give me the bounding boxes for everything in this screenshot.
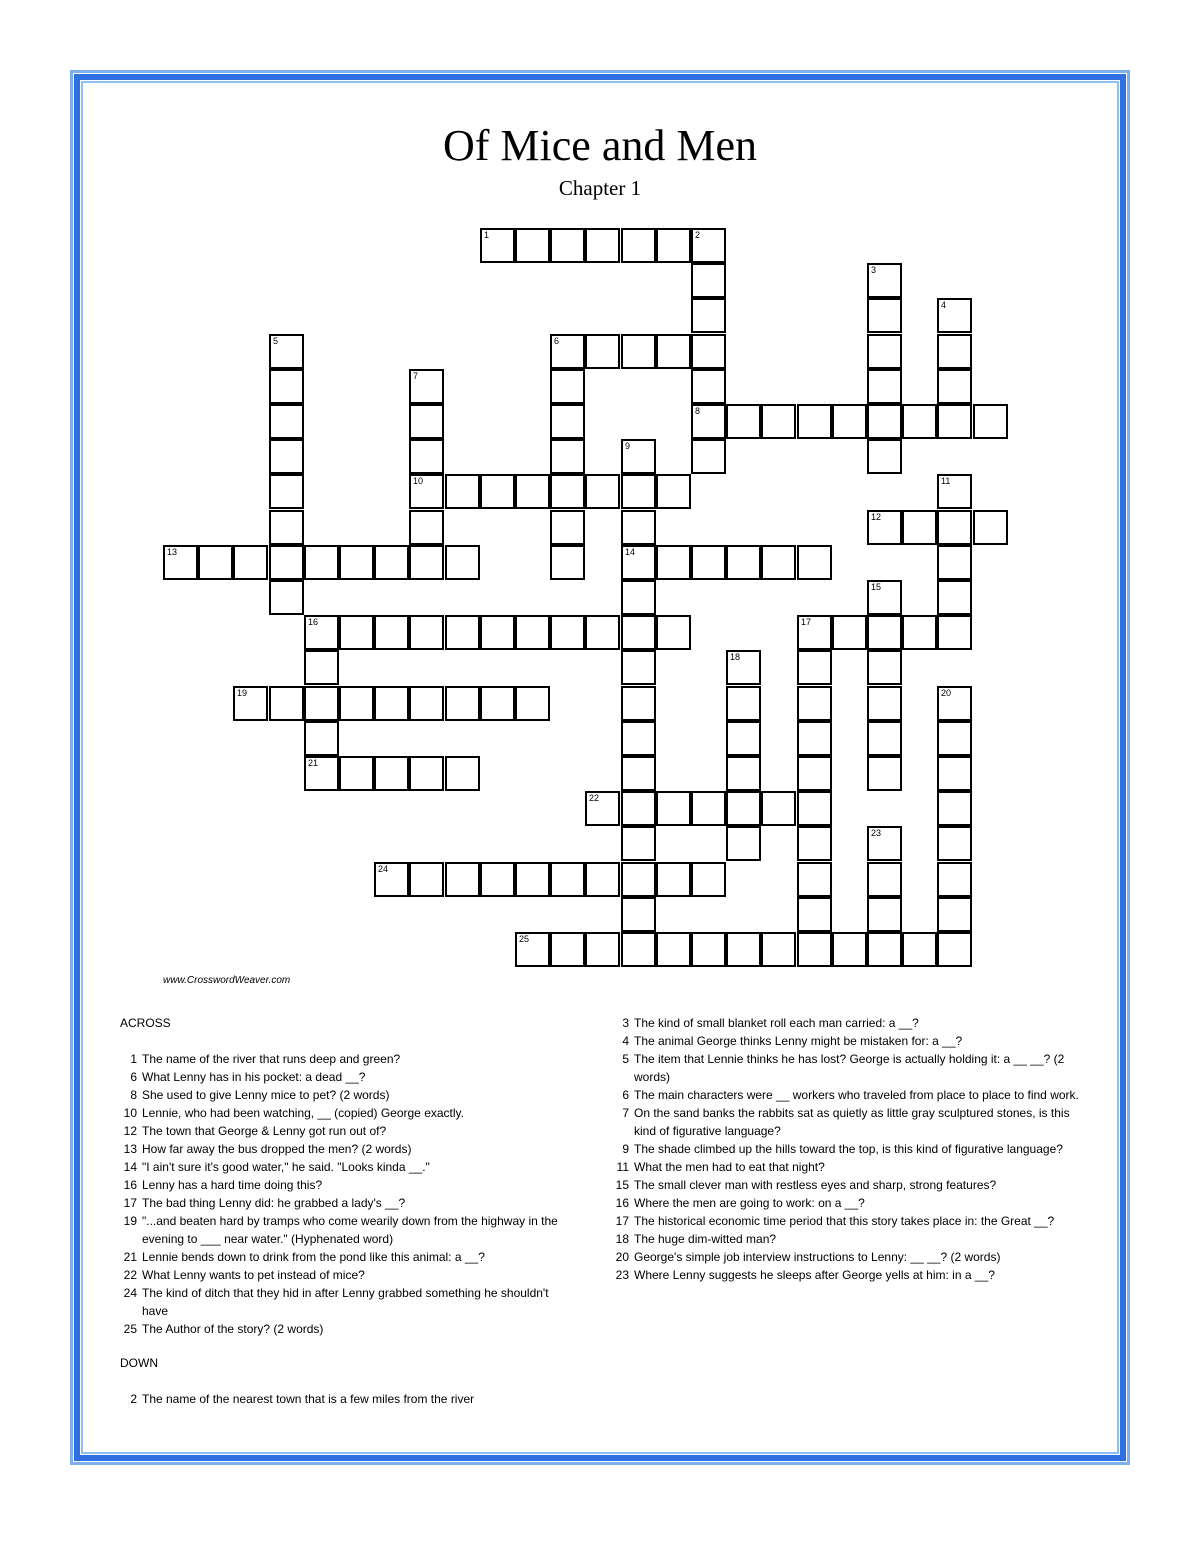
grid-cell	[656, 615, 691, 650]
grid-cell	[937, 369, 972, 404]
grid-cell	[409, 545, 444, 580]
grid-cell	[409, 474, 444, 509]
grid-cell	[269, 369, 304, 404]
grid-cell	[198, 545, 233, 580]
cell-number: 7	[413, 371, 419, 381]
down-clue	[612, 1086, 1082, 1104]
clue-text: The town that George & Lenny got run out of?	[142, 1124, 387, 1138]
grid-cell	[480, 686, 515, 721]
clue-number: 12	[123, 1124, 137, 1138]
grid-cell	[656, 334, 691, 369]
grid-cell	[937, 298, 972, 333]
grid-cell	[339, 615, 374, 650]
clue-number: 16	[615, 1196, 629, 1210]
grid-cell	[656, 545, 691, 580]
grid-cell	[656, 474, 691, 509]
grid-cell	[445, 615, 480, 650]
clue-number: 2	[130, 1392, 137, 1406]
grid-cell	[550, 404, 585, 439]
clues-column-right	[612, 1014, 1082, 1284]
clue-number: 15	[615, 1178, 629, 1192]
grid-cell	[515, 686, 550, 721]
grid-cell	[832, 404, 867, 439]
down-clue	[612, 1158, 1082, 1176]
grid-cell	[621, 228, 656, 263]
grid-cell	[691, 263, 726, 298]
grid-cell	[585, 474, 620, 509]
grid-cell	[585, 334, 620, 369]
down-clue	[612, 1014, 1082, 1032]
grid-cell	[691, 404, 726, 439]
grid-cell	[515, 615, 550, 650]
clue-text: Where the men are going to work: on a __?	[634, 1196, 865, 1210]
grid-cell	[621, 862, 656, 897]
grid-cell	[937, 826, 972, 861]
cell-number: 11	[941, 476, 951, 486]
grid-cell	[304, 721, 339, 756]
grid-cell	[937, 334, 972, 369]
clue-number: 20	[615, 1250, 629, 1264]
grid-cell	[621, 615, 656, 650]
grid-cell	[269, 686, 304, 721]
grid-cell	[867, 686, 902, 721]
grid-cell	[621, 474, 656, 509]
grid-cell	[374, 545, 409, 580]
across-clue	[120, 1212, 560, 1248]
clue-number: 3	[622, 1016, 629, 1030]
across-clue	[120, 1284, 560, 1320]
grid-cell	[691, 545, 726, 580]
grid-cell	[691, 932, 726, 967]
grid-cell	[480, 615, 515, 650]
grid-cell	[550, 439, 585, 474]
grid-cell	[726, 826, 761, 861]
grid-cell	[304, 545, 339, 580]
across-heading: ACROSS	[120, 1016, 171, 1030]
grid-cell	[656, 932, 691, 967]
grid-cell	[902, 615, 937, 650]
cell-number: 22	[589, 793, 600, 803]
across-clue	[120, 1086, 560, 1104]
across-clue	[120, 1176, 560, 1194]
grid-cell	[409, 439, 444, 474]
grid-cell	[304, 756, 339, 791]
cell-number: 12	[871, 512, 882, 522]
grid-cell	[269, 545, 304, 580]
grid-cell	[621, 721, 656, 756]
grid-cell	[621, 334, 656, 369]
cell-number: 6	[554, 336, 560, 346]
grid-cell	[621, 580, 656, 615]
grid-cell	[761, 932, 796, 967]
clue-text: The main characters were __ workers who traveled from place to place to find work.	[634, 1088, 1079, 1102]
grid-cell	[867, 369, 902, 404]
grid-cell	[867, 334, 902, 369]
clue-number: 10	[123, 1106, 137, 1120]
grid-cell	[867, 932, 902, 967]
clue-number: 17	[123, 1196, 137, 1210]
grid-cell	[867, 580, 902, 615]
grid-cell	[726, 404, 761, 439]
cell-number: 16	[308, 617, 319, 627]
grid-cell	[585, 615, 620, 650]
grid-cell	[867, 439, 902, 474]
down-clue	[612, 1140, 1082, 1158]
grid-cell	[797, 791, 832, 826]
grid-cell	[550, 474, 585, 509]
grid-cell	[867, 650, 902, 685]
grid-cell	[797, 404, 832, 439]
grid-cell	[374, 862, 409, 897]
grid-cell	[937, 510, 972, 545]
grid-cell	[445, 474, 480, 509]
grid-cell	[867, 510, 902, 545]
grid-cell	[797, 650, 832, 685]
clue-text: She used to give Lenny mice to pet? (2 words)	[142, 1088, 390, 1102]
grid-cell	[797, 545, 832, 580]
grid-cell	[374, 686, 409, 721]
grid-cell	[973, 510, 1008, 545]
grid-cell	[409, 756, 444, 791]
clue-text: The animal George thinks Lenny might be mistaken for: a __?	[634, 1034, 963, 1048]
down-clue	[612, 1032, 1082, 1050]
grid-cell	[550, 334, 585, 369]
grid-cell	[233, 686, 268, 721]
across-clue	[120, 1320, 560, 1338]
grid-cell	[163, 545, 198, 580]
grid-cell	[937, 686, 972, 721]
grid-cell	[867, 298, 902, 333]
grid-cell	[832, 932, 867, 967]
grid-cell	[867, 826, 902, 861]
cell-number: 9	[625, 441, 631, 451]
grid-cell	[304, 615, 339, 650]
puzzle-title: Of Mice and Men	[442, 121, 757, 170]
grid-cell	[867, 721, 902, 756]
down-clue	[612, 1248, 1082, 1266]
cell-number: 17	[801, 617, 812, 627]
grid-cell	[797, 932, 832, 967]
grid-cell	[550, 228, 585, 263]
grid-cell	[867, 862, 902, 897]
clue-text: Where Lenny suggests he sleeps after George yells at him: in a __?	[634, 1268, 995, 1282]
down-clue	[612, 1230, 1082, 1248]
grid-cell	[797, 826, 832, 861]
down-clue	[120, 1390, 560, 1408]
clue-text: "I ain't sure it's good water," he said. "Looks kinda __."	[142, 1160, 430, 1174]
clue-number: 8	[130, 1088, 137, 1102]
clue-text: "...and beaten hard by tramps who come wearily down from the highway in the evening to ___ near water." (Hyphenated word)	[142, 1214, 558, 1246]
across-clue	[120, 1158, 560, 1176]
cell-number: 25	[519, 934, 530, 944]
grid-cell	[621, 897, 656, 932]
clue-text: Lenny has a hard time doing this?	[142, 1178, 323, 1192]
grid-cell	[304, 686, 339, 721]
clues-column-left	[120, 1014, 560, 1408]
grid-cell	[902, 404, 937, 439]
clue-text: The item that Lennie thinks he has lost? George is actually holding it: a __ __? (2 words)	[634, 1052, 1065, 1084]
grid-cell	[585, 932, 620, 967]
grid-cell	[937, 791, 972, 826]
grid-cell	[621, 826, 656, 861]
grid-cell	[269, 439, 304, 474]
clue-text: The kind of small blanket roll each man carried: a __?	[634, 1016, 919, 1030]
grid-cell	[902, 510, 937, 545]
grid-cell	[867, 897, 902, 932]
clue-number: 17	[615, 1214, 629, 1228]
grid-cell	[797, 862, 832, 897]
grid-cell	[409, 615, 444, 650]
grid-cell	[867, 615, 902, 650]
grid-cell	[761, 404, 796, 439]
across-clue	[120, 1266, 560, 1284]
clue-number: 14	[123, 1160, 137, 1174]
grid-cell	[480, 228, 515, 263]
grid-cell	[621, 932, 656, 967]
cell-number: 4	[941, 300, 947, 310]
clue-text: Lennie bends down to drink from the pond like this animal: a __?	[142, 1250, 485, 1264]
clue-number: 1	[130, 1052, 137, 1066]
cell-number: 15	[871, 582, 882, 592]
cell-number: 5	[273, 336, 279, 346]
grid-cell	[726, 721, 761, 756]
grid-cell	[621, 650, 656, 685]
grid-cell	[621, 756, 656, 791]
across-clue	[120, 1050, 560, 1068]
grid-cell	[409, 369, 444, 404]
grid-cell	[691, 369, 726, 404]
down-clue	[612, 1176, 1082, 1194]
clue-text: George's simple job interview instructions to Lenny: __ __? (2 words)	[634, 1250, 1001, 1264]
grid-cell	[304, 650, 339, 685]
clue-number: 7	[622, 1106, 629, 1120]
grid-cell	[937, 862, 972, 897]
grid-cell	[550, 369, 585, 404]
clue-text: The shade climbed up the hills toward the top, is this kind of figurative language?	[634, 1142, 1063, 1156]
grid-cell	[374, 615, 409, 650]
grid-cell	[726, 686, 761, 721]
grid-cell	[797, 756, 832, 791]
clue-text: On the sand banks the rabbits sat as quietly as little gray sculptured stones, is this kind of figurative language?	[634, 1106, 1070, 1138]
grid-cell	[937, 615, 972, 650]
grid-cell	[409, 404, 444, 439]
grid-cell	[621, 439, 656, 474]
grid-cell	[797, 686, 832, 721]
clue-number: 9	[622, 1142, 629, 1156]
grid-cell	[726, 932, 761, 967]
clue-text: What the men had to eat that night?	[634, 1160, 825, 1174]
grid-cell	[937, 721, 972, 756]
across-clue	[120, 1068, 560, 1086]
grid-cell	[937, 580, 972, 615]
grid-cell	[832, 615, 867, 650]
clue-number: 25	[123, 1322, 137, 1336]
across-clue	[120, 1104, 560, 1122]
grid-cell	[726, 545, 761, 580]
clue-text: The huge dim-witted man?	[634, 1232, 777, 1246]
grid-cell	[867, 404, 902, 439]
down-clue	[612, 1194, 1082, 1212]
cell-number: 21	[308, 758, 319, 768]
clue-number: 16	[123, 1178, 137, 1192]
clue-text: What Lenny wants to pet instead of mice?	[142, 1268, 365, 1282]
grid-cell	[621, 510, 656, 545]
grid-cell	[656, 862, 691, 897]
clue-number: 6	[130, 1070, 137, 1084]
grid-cell	[937, 545, 972, 580]
clue-number: 11	[616, 1160, 629, 1174]
grid-cell	[269, 510, 304, 545]
grid-cell	[585, 228, 620, 263]
grid-cell	[339, 756, 374, 791]
down-heading: DOWN	[120, 1356, 158, 1370]
grid-cell	[480, 474, 515, 509]
grid-cell	[621, 686, 656, 721]
across-clue	[120, 1248, 560, 1266]
cell-number: 20	[941, 688, 952, 698]
grid-cell	[726, 756, 761, 791]
clue-text: The name of the river that runs deep and green?	[142, 1052, 401, 1066]
grid-cell	[902, 932, 937, 967]
clue-text: What Lenny has in his pocket: a dead __?	[142, 1070, 366, 1084]
grid-cell	[761, 791, 796, 826]
cell-number: 3	[871, 265, 877, 275]
clue-number: 5	[622, 1052, 629, 1066]
clue-text: The kind of ditch that they hid in after Lenny grabbed something he shouldn't have	[142, 1286, 549, 1318]
grid-cell	[621, 545, 656, 580]
grid-cell	[445, 545, 480, 580]
across-clue	[120, 1122, 560, 1140]
grid-cell	[937, 756, 972, 791]
grid-cell	[691, 439, 726, 474]
grid-cell	[374, 756, 409, 791]
cell-number: 2	[695, 230, 701, 240]
down-clue	[612, 1266, 1082, 1284]
clue-number: 21	[123, 1250, 137, 1264]
grid-cell	[339, 545, 374, 580]
clue-text: Lennie, who had been watching, __ (copied) George exactly.	[142, 1106, 464, 1120]
grid-cell	[269, 404, 304, 439]
grid-cell	[550, 545, 585, 580]
credit-text: www.CrosswordWeaver.com	[163, 975, 291, 986]
grid-cell	[691, 334, 726, 369]
grid-cell	[726, 791, 761, 826]
grid-cell	[515, 228, 550, 263]
clue-text: The historical economic time period that this story takes place in: the Great __?	[634, 1214, 1055, 1228]
clue-number: 24	[123, 1286, 137, 1300]
grid-cell	[585, 791, 620, 826]
puzzle-subtitle: Chapter 1	[558, 176, 642, 200]
grid-cell	[656, 791, 691, 826]
grid-cell	[937, 932, 972, 967]
grid-cell	[585, 862, 620, 897]
grid-cell	[550, 932, 585, 967]
clue-number: 13	[123, 1142, 137, 1156]
grid-cell	[409, 862, 444, 897]
grid-cell	[515, 932, 550, 967]
grid-cell	[691, 862, 726, 897]
grid-cell	[550, 510, 585, 545]
clue-number: 19	[123, 1214, 137, 1228]
grid-cell	[726, 650, 761, 685]
clue-number: 23	[615, 1268, 629, 1282]
cell-number: 18	[730, 652, 741, 662]
grid-cell	[233, 545, 268, 580]
cell-number: 10	[413, 476, 424, 486]
clue-number: 22	[123, 1268, 137, 1282]
grid-cell	[867, 756, 902, 791]
grid-cell	[409, 510, 444, 545]
across-clue	[120, 1194, 560, 1212]
clue-number: 18	[615, 1232, 629, 1246]
down-clue	[612, 1212, 1082, 1230]
grid-cell	[656, 228, 691, 263]
clue-text: The name of the nearest town that is a few miles from the river	[142, 1392, 475, 1406]
grid-cell	[515, 474, 550, 509]
clue-text: The bad thing Lenny did: he grabbed a lady's __?	[142, 1196, 406, 1210]
grid-cell	[445, 862, 480, 897]
grid-cell	[550, 862, 585, 897]
clue-number: 4	[622, 1034, 629, 1048]
grid-cell	[621, 791, 656, 826]
grid-cell	[515, 862, 550, 897]
grid-cell	[339, 686, 374, 721]
grid-cell	[973, 404, 1008, 439]
grid-cell	[445, 756, 480, 791]
grid-cell	[269, 580, 304, 615]
clue-text: The Author of the story? (2 words)	[142, 1322, 324, 1336]
cell-number: 13	[167, 547, 178, 557]
grid-cell	[269, 474, 304, 509]
cell-number: 8	[695, 406, 701, 416]
down-clue	[612, 1104, 1082, 1140]
down-clue	[612, 1050, 1082, 1086]
across-clue	[120, 1140, 560, 1158]
grid-cell	[480, 862, 515, 897]
grid-cell	[797, 615, 832, 650]
cell-number: 14	[625, 547, 636, 557]
grid-cell	[691, 298, 726, 333]
clue-text: How far away the bus dropped the men? (2 words)	[142, 1142, 412, 1156]
cell-number: 1	[484, 230, 490, 240]
cell-number: 19	[237, 688, 248, 698]
grid-cell	[797, 721, 832, 756]
grid-cell	[797, 897, 832, 932]
grid-cell	[445, 686, 480, 721]
grid-cell	[691, 791, 726, 826]
grid-cell	[691, 228, 726, 263]
grid-cell	[409, 686, 444, 721]
grid-cell	[937, 404, 972, 439]
clue-number: 6	[622, 1088, 629, 1102]
grid-cell	[761, 545, 796, 580]
grid-cell	[937, 474, 972, 509]
grid-cell	[937, 897, 972, 932]
clue-text: The small clever man with restless eyes and sharp, strong features?	[634, 1178, 997, 1192]
grid-cell	[867, 263, 902, 298]
grid-cell	[550, 615, 585, 650]
grid-cell	[269, 334, 304, 369]
cell-number: 23	[871, 828, 882, 838]
cell-number: 24	[378, 864, 389, 874]
